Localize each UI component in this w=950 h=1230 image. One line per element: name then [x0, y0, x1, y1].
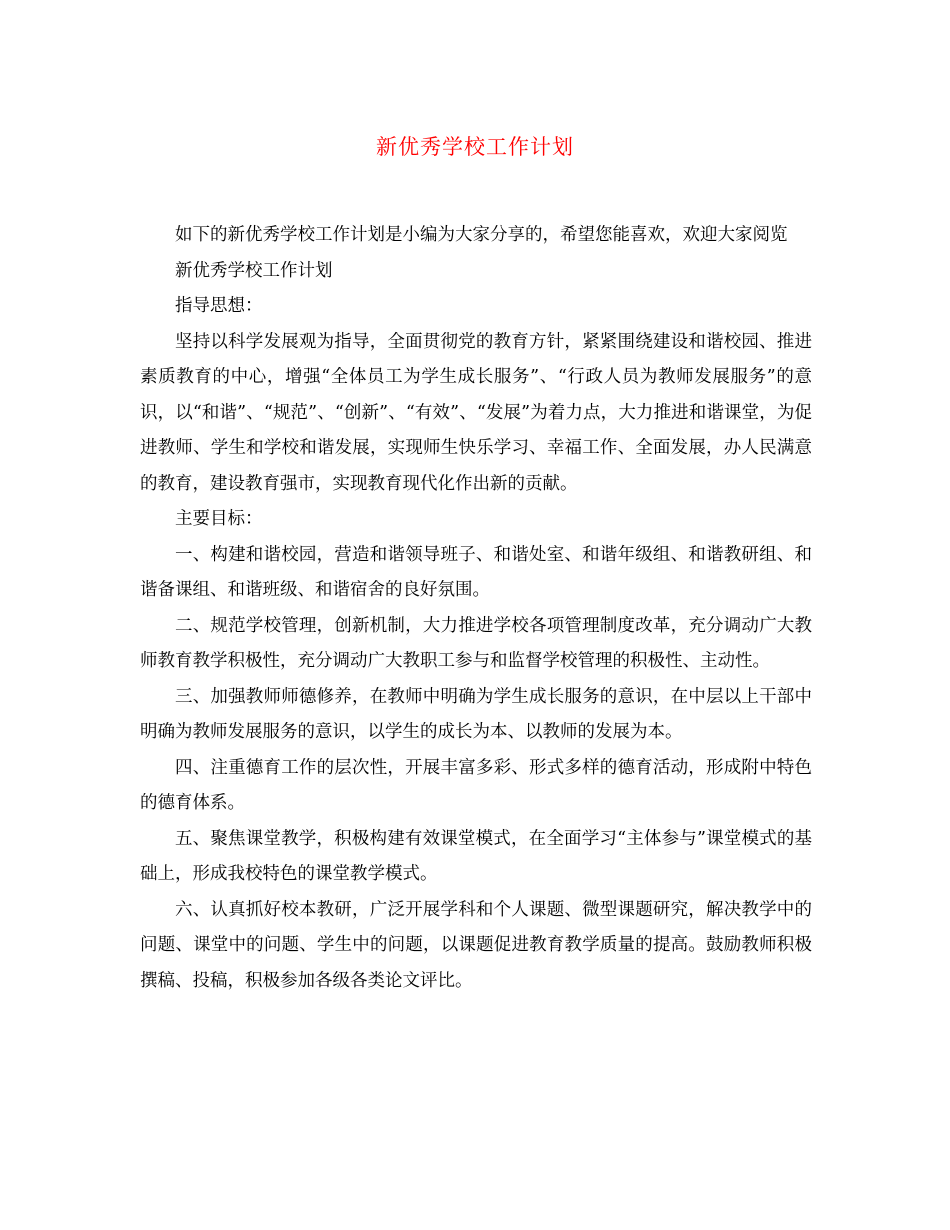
section-heading-main-goals: 主要目标： [175, 509, 263, 529]
goal-item-6: 六、认真抓好校本教研，广泛开展学科和个人课题、微型课题研究，解决教学中的问题、课堂中的问题、学生中的问题，以课题促进教育教学质量的提高。鼓励教师积极撰稿、投稿，积极参加各级各类论文评比。 [140, 899, 812, 991]
goal-item-1: 一、构建和谐校园，营造和谐领导班子、和谐处室、和谐年级组、和谐教研组、和谐备课组、和谐班级、和谐宿舍的良好氛围。 [140, 544, 812, 600]
document-title: 新优秀学校工作计划 [376, 135, 574, 159]
goal-item-3: 三、加强教师师德修养，在教师中明确为学生成长服务的意识，在中层以上干部中明确为教师发展服务的意识，以学生的成长为本、以教师的发展为本。 [140, 686, 812, 742]
document-body [140, 218, 812, 999]
subtitle-paragraph: 新优秀学校工作计划 [175, 260, 333, 281]
goal-item-2: 二、规范学校管理，创新机制，大力推进学校各项管理制度改革，充分调动广大教师教育教学积极性，充分调动广大教职工参与和监督学校管理的积极性、主动性。 [140, 615, 812, 671]
guiding-ideology-paragraph: 坚持以科学发展观为指导，全面贯彻党的教育方针，紧紧围绕建设和谐校园、推进素质教育的中心，增强“全体员工为学生成长服务”、“行政人员为教师发展服务”的意识，以“和谐”、“规范”、“创新”、“有效”、“发展”为着力点，大力推进和谐课堂，为促进教师、学生和学校和谐发展，实现师生快乐学习、幸福工作、全面发展，办人民满意的教育，建设教育强市，实现教育现代化作出新的贡献。 [140, 331, 812, 494]
goal-item-4: 四、注重德育工作的层次性，开展丰富多彩、形式多样的德育活动，形成附中特色的德育体系。 [140, 757, 812, 813]
intro-paragraph: 如下的新优秀学校工作计划是小编为大家分享的，希望您能喜欢，欢迎大家阅览 [175, 225, 788, 245]
section-heading-guiding-ideology: 指导思想： [175, 296, 263, 316]
goal-item-5: 五、聚焦课堂教学，积极构建有效课堂模式，在全面学习“主体参与”课堂模式的基础上，形成我校特色的课堂教学模式。 [140, 828, 812, 884]
